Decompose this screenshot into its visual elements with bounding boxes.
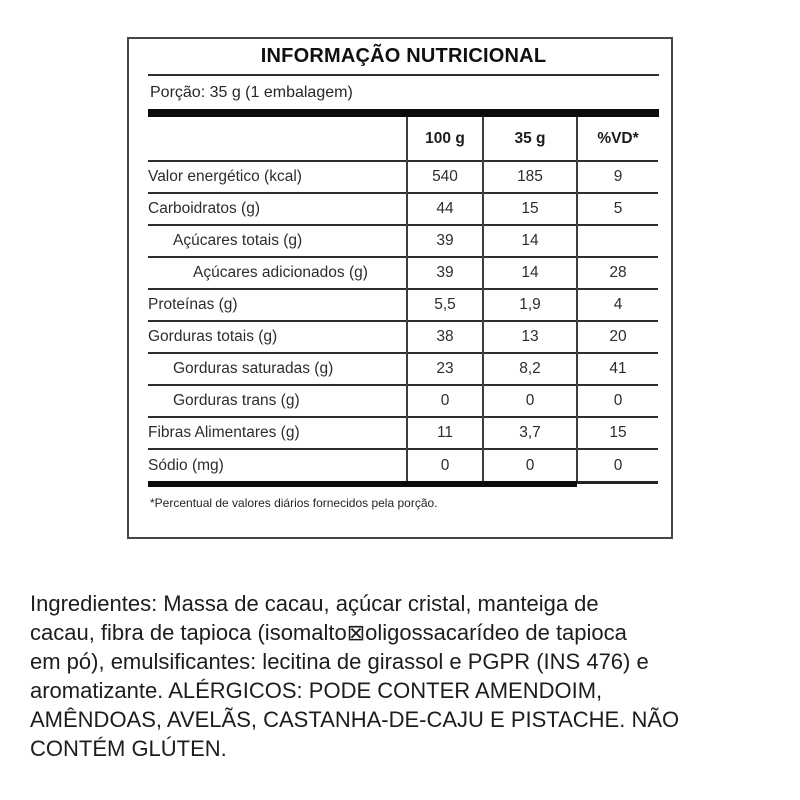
value-per-35g: 13	[483, 321, 577, 353]
column-header-vd: %VD*	[577, 117, 658, 161]
value-percent-vd: 28	[577, 257, 658, 289]
ingredients-line: em pó), emulsificantes: lecitina de girassol e PGPR (INS 476) e	[30, 649, 649, 674]
table-row	[148, 289, 658, 321]
table-row	[148, 225, 658, 257]
header-row	[148, 117, 658, 161]
ingredients-text	[30, 589, 796, 763]
daily-value-footnote: *Percentual de valores diários fornecidos pela porção.	[150, 496, 438, 510]
value-percent-vd: 4	[577, 289, 658, 321]
value-per-35g: 15	[483, 193, 577, 225]
value-per-100g: 540	[407, 161, 483, 193]
nutrition-table-header	[148, 117, 658, 161]
nutrient-label: Açúcares adicionados (g)	[148, 257, 407, 289]
nutrient-label: Açúcares totais (g)	[148, 225, 407, 257]
value-per-100g: 0	[407, 385, 483, 417]
value-percent-vd: 20	[577, 321, 658, 353]
value-per-35g: 0	[483, 385, 577, 417]
table-row	[148, 449, 658, 481]
value-percent-vd: 15	[577, 417, 658, 449]
column-header-100g: 100 g	[407, 117, 483, 161]
table-row	[148, 321, 658, 353]
value-per-100g: 39	[407, 225, 483, 257]
ingredients-line: CONTÉM GLÚTEN.	[30, 736, 227, 761]
nutrient-label: Fibras Alimentares (g)	[148, 417, 407, 449]
table-row	[148, 385, 658, 417]
value-per-35g: 1,9	[483, 289, 577, 321]
value-percent-vd: 0	[577, 385, 658, 417]
nutrition-table	[148, 117, 658, 481]
nutrition-facts-panel	[127, 37, 673, 539]
value-percent-vd: 9	[577, 161, 658, 193]
value-per-100g: 5,5	[407, 289, 483, 321]
value-per-100g: 44	[407, 193, 483, 225]
table-row	[148, 161, 658, 193]
value-per-100g: 0	[407, 449, 483, 481]
nutrient-label: Proteínas (g)	[148, 289, 407, 321]
ingredients-line: Ingredientes: Massa de cacau, açúcar cristal, manteiga de	[30, 591, 599, 616]
table-row	[148, 353, 658, 385]
table-row	[148, 257, 658, 289]
value-per-35g: 0	[483, 449, 577, 481]
value-per-35g: 8,2	[483, 353, 577, 385]
value-per-35g: 14	[483, 257, 577, 289]
nutrient-label: Gorduras saturadas (g)	[148, 353, 407, 385]
table-row	[148, 193, 658, 225]
divider-bar-bottom-main	[148, 481, 577, 487]
nutrition-title: INFORMAÇÃO NUTRICIONAL	[148, 43, 659, 76]
value-per-100g: 11	[407, 417, 483, 449]
value-percent-vd	[577, 225, 658, 257]
value-percent-vd: 0	[577, 449, 658, 481]
value-per-100g: 38	[407, 321, 483, 353]
divider-bar-top	[148, 109, 659, 117]
column-header-35g: 35 g	[483, 117, 577, 161]
nutrient-label: Carboidratos (g)	[148, 193, 407, 225]
value-percent-vd: 41	[577, 353, 658, 385]
value-per-35g: 185	[483, 161, 577, 193]
value-per-35g: 3,7	[483, 417, 577, 449]
value-percent-vd: 5	[577, 193, 658, 225]
ingredients-line: aromatizante. ALÉRGICOS: PODE CONTER AMENDOIM,	[30, 678, 603, 703]
value-per-100g: 23	[407, 353, 483, 385]
value-per-100g: 39	[407, 257, 483, 289]
divider-bar-bottom-vd	[577, 481, 658, 484]
nutrient-label: Sódio (mg)	[148, 449, 407, 481]
portion-size-text: Porção: 35 g (1 embalagem)	[150, 84, 353, 101]
column-header-blank	[148, 117, 407, 161]
nutrient-label: Valor energético (kcal)	[148, 161, 407, 193]
ingredients-line: cacau, fibra de tapioca (isomalto⊠oligossacarídeo de tapioca	[30, 620, 627, 645]
value-per-35g: 14	[483, 225, 577, 257]
table-row	[148, 417, 658, 449]
ingredients-line: AMÊNDOAS, AVELÃS, CASTANHA-DE-CAJU E PISTACHE. NÃO	[30, 707, 680, 732]
nutrition-table-body	[148, 161, 658, 481]
nutrient-label: Gorduras trans (g)	[148, 385, 407, 417]
nutrient-label: Gorduras totais (g)	[148, 321, 407, 353]
